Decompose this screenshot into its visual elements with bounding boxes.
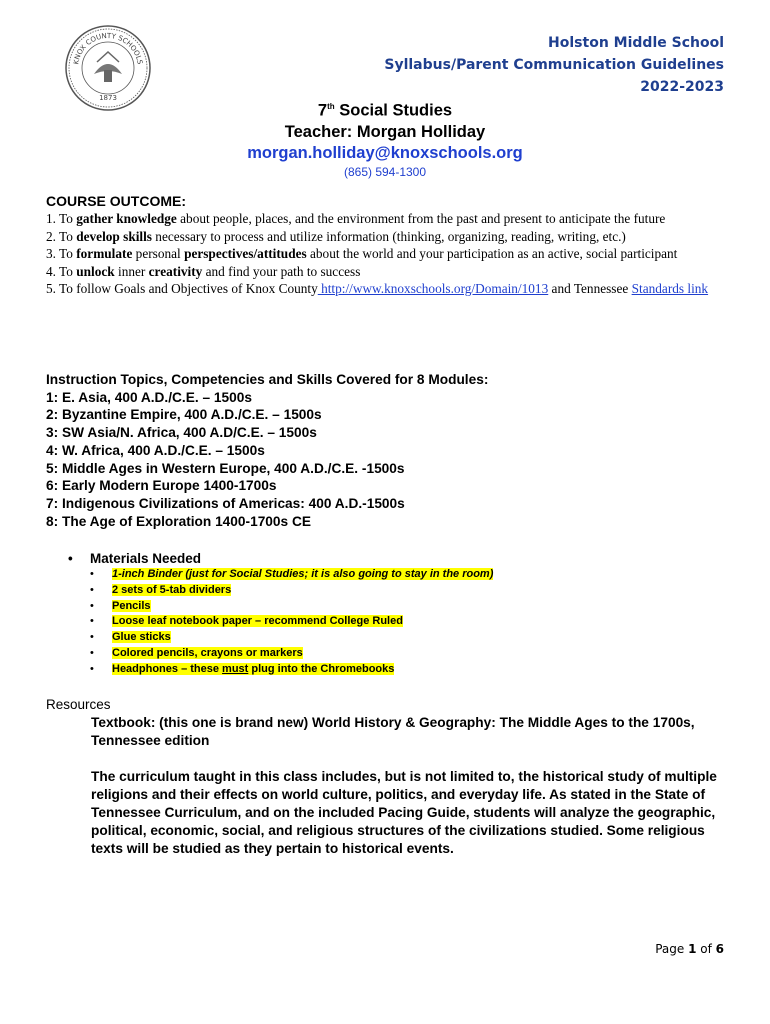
material-item: • 2 sets of 5-tab dividers (90, 583, 748, 599)
material-item: • 1-inch Binder (just for Social Studies; it is also going to stay in the room) (90, 567, 748, 583)
course-outcome-heading: COURSE OUTCOME: (46, 193, 186, 209)
school-header (384, 32, 724, 98)
page-number: Page 1 of 6 (655, 942, 724, 956)
school-year: 2022-2023 (640, 79, 724, 95)
textbook-text: Textbook: (this one is brand new) World History & Geography: The Middle Ages to the 1700s, Tennessee edition (91, 715, 695, 748)
module-item: 2: Byzantine Empire, 400 A.D./C.E. – 1500s (46, 407, 322, 423)
outcome-item: 4. To unlock inner creativity and find your path to success (46, 263, 361, 279)
resources-section (46, 696, 736, 858)
curriculum-paragraph: The curriculum taught in this class includes, but is not limited to, the historical study of multiple religions and their effects on world culture, politics, and everyday life. As stated in the State of Tennessee Curriculum, and on the included Pacing Guide, students will analyze the geographic, political, economic, social, and religious structures of the civilizations studied. Some religious texts will be studied as they pertain to historical events. (91, 769, 717, 856)
outcome-item: 1. To gather knowledge about people, places, and the environment from the past and present to anticipate the future (46, 211, 666, 226)
course-title: 7th Social Studies (317, 101, 453, 120)
materials-list (68, 567, 748, 678)
tennessee-standards-link[interactable]: Standards link (631, 281, 709, 296)
teacher-email-link[interactable]: morgan.holliday@knoxschools.org (247, 143, 523, 162)
module-item: 1: E. Asia, 400 A.D./C.E. – 1500s (46, 389, 252, 405)
outcome-item: 3. To formulate personal perspectives/attitudes about the world and your participation as an active, social participant (46, 246, 678, 261)
teacher-phone: (865) 594-1300 (343, 164, 427, 179)
topics-heading: Instruction Topics, Competencies and Skills Covered for 8 Modules: (46, 372, 489, 387)
material-item: • Colored pencils, crayons or markers (90, 646, 748, 662)
svg-text:1873: 1873 (99, 94, 117, 102)
material-item: • Loose leaf notebook paper – recommend College Ruled (90, 614, 748, 630)
material-item: • Headphones – these must plug into the Chromebooks (90, 662, 748, 678)
materials-section (68, 550, 748, 678)
outcome-item: 2. To develop skills necessary to process and utilize information (thinking, organizing, reading, writing, etc.) (46, 228, 626, 244)
material-item: • Glue sticks (90, 630, 748, 646)
module-item: 7: Indigenous Civilizations of Americas: 400 A.D.-1500s (46, 495, 405, 511)
module-item: 6: Early Modern Europe 1400-1700s (46, 478, 277, 494)
module-item: 3: SW Asia/N. Africa, 400 A.D/C.E. – 1500s (46, 425, 317, 441)
resources-heading: Resources (46, 697, 111, 712)
teacher-name: Teacher: Morgan Holliday (284, 122, 486, 141)
module-item: 8: The Age of Exploration 1400-1700s CE (46, 513, 311, 529)
course-title-block (0, 96, 770, 180)
school-name: Holston Middle School (548, 35, 724, 51)
materials-heading: • Materials Needed (68, 550, 748, 567)
module-item: 5: Middle Ages in Western Europe, 400 A.D./C.E. -1500s (46, 460, 405, 476)
course-outcome-section (46, 192, 726, 298)
module-item: 4: W. Africa, 400 A.D./C.E. – 1500s (46, 442, 265, 458)
syllabus-subtitle: Syllabus/Parent Communication Guidelines (384, 57, 724, 73)
material-item: • Pencils (90, 599, 748, 615)
instruction-topics (46, 371, 726, 530)
outcome-item: 5. To follow Goals and Objectives of Knox County http://www.knoxschools.org/Domain/1013 and Tennessee Standards link (46, 281, 709, 296)
svg-text:KNOX COUNTY SCHOOLS: KNOX COUNTY SCHOOLS (72, 31, 144, 66)
knox-goals-link[interactable]: http://www.knoxschools.org/Domain/1013 (317, 281, 549, 296)
